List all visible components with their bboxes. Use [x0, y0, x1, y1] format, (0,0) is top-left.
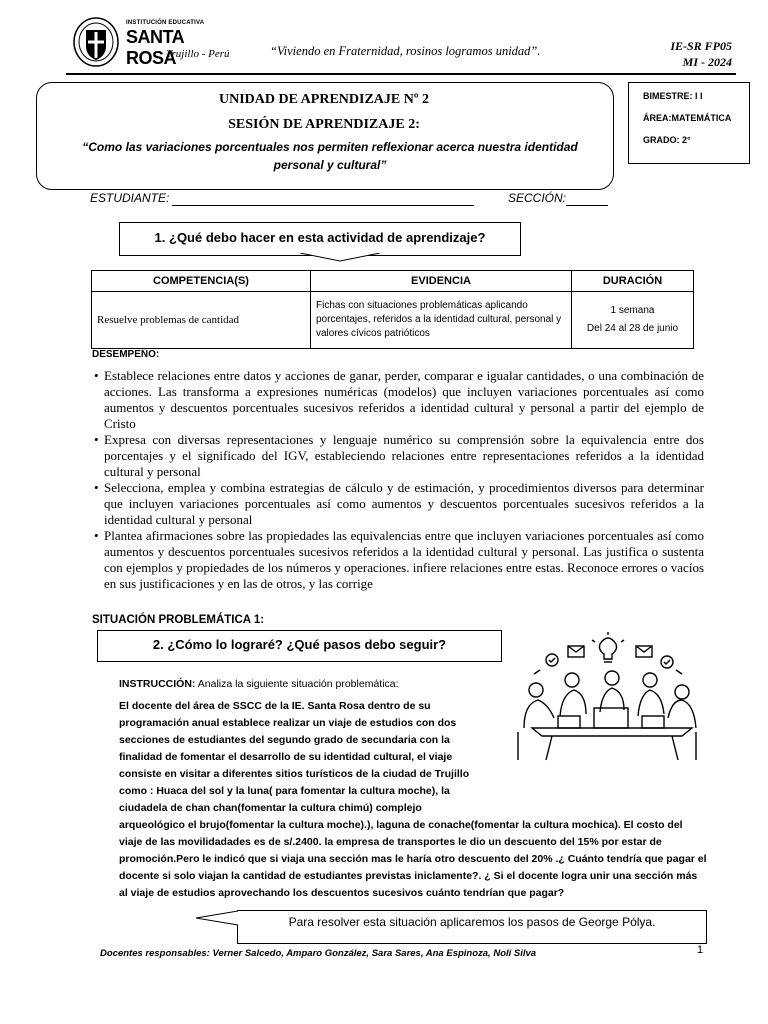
question-2-box — [97, 630, 502, 662]
polya-text: Para resolver esta situación aplicaremos los pasos de George Pólya. — [288, 915, 656, 929]
school-shield-icon — [72, 16, 120, 68]
instruction — [119, 678, 399, 690]
bullet-icon: • — [94, 480, 99, 495]
table-header-row — [92, 271, 694, 292]
list-item-text: Selecciona, emplea y combina estrategias de cálculo y de estimación, y procedimientos diversos para determinar que incluyen variaciones porcentuales así como aumentos y descuentos porcentuales sucesivos referidos a la identidad cultural y personal — [104, 480, 704, 527]
question-1-text: 1. ¿Qué debo hacer en esta actividad de aprendizaje? — [154, 230, 486, 245]
school-logo — [70, 14, 230, 74]
header-divider — [66, 73, 736, 75]
competence-table — [91, 270, 694, 349]
code-line-1: IE-SR FP05 — [670, 39, 732, 53]
situation-title: SITUACIÓN PROBLEMÁTICA 1: — [92, 614, 265, 626]
header-evidencia: EVIDENCIA — [311, 271, 572, 292]
duracion-weeks: 1 semana — [610, 305, 655, 316]
polya-pointer-icon — [196, 910, 238, 926]
student-label: ESTUDIANTE: — [90, 191, 170, 205]
list-item-text: Plantea afirmaciones sobre las propiedades las equivalencias entre que incluyen variaciones porcentuales así como aumentos y descuentos porcentuales sucesivos referidos a la identidad cultural y personal. Las justifica o sustenta con ejemplos y propiedades de los números y operaciones. infiere relaciones entre estas. Reconoce errores o vacíos en sus justificaciones y en las de otros, y las corrige — [104, 528, 704, 591]
question-1-pointer-icon — [300, 253, 380, 263]
area-label: ÁREA:MATEMÁTICA — [643, 113, 732, 123]
question-1-box — [119, 222, 521, 256]
list-item — [96, 432, 704, 480]
document-code — [620, 38, 732, 70]
section-field[interactable] — [566, 205, 608, 206]
desempeno-label: DESEMPEÑO: — [92, 349, 160, 360]
cell-evidencia: Fichas con situaciones problemáticas aplicando porcentajes, referidos a la identidad cultural, personal y valores cívicos patrióticos — [311, 292, 572, 349]
header-duracion: DURACIÓN — [572, 271, 694, 292]
cell-competencia: Resuelve problemas de cantidad — [92, 292, 311, 349]
school-city: Trujillo - Perú — [166, 48, 230, 60]
bullet-icon: • — [94, 368, 99, 383]
question-2-text: 2. ¿Cómo lo lograré? ¿Qué pasos debo seguir? — [152, 637, 447, 652]
table-row — [92, 292, 694, 349]
problem-statement — [119, 698, 707, 902]
code-line-2: MI - 2024 — [682, 55, 732, 69]
footer-teachers: Docentes responsables: Verner Salcedo, Amparo González, Sara Sares, Ana Espinoza, Noli Silva — [100, 948, 537, 959]
student-name-field[interactable] — [172, 205, 474, 206]
problem-part-1: El docente del área de SSCC de la IE. Santa Rosa dentro de su programación anual establece realizar un viaje de estudios con dos secciones de estudiantes del segundo grado de secundaria con la finalidad de fomentar el desarrollo de su identidad cultural, el viaje consiste en visitar a diferentes sitios turísticos de la ciudad de Trujillo como : Huaca del sol y la luna( para fomentar la cultura moche), la ciudadela de chan chan(fomentar la cultura chimú) complejo — [119, 700, 470, 814]
duracion-dates: Del 24 al 28 de junio — [586, 323, 679, 334]
unit-title: UNIDAD DE APRENDIZAJE Nº 2 — [219, 92, 429, 107]
bullet-icon: • — [94, 432, 99, 447]
desempeno-list — [96, 368, 704, 592]
instruction-text: Analiza la siguiente situación problemática: — [195, 678, 399, 690]
list-item — [96, 528, 704, 592]
list-item-text: Establece relaciones entre datos y acciones de ganar, perder, comparar e igualar cantidades, o una combinación de acciones. Las transforma a expresiones numéricas (modelos) que incluyen variaciones porcentuales así como aumentos y descuentos porcentuales sucesivos referidos a identidad cultural y personal a partir del ejemplo de Cristo — [104, 368, 704, 431]
school-name: SANTA ROSA — [126, 27, 184, 68]
cell-duracion — [572, 292, 694, 349]
instruction-label: INSTRUCCIÓN: — [119, 678, 196, 690]
school-label: INSTITUCIÓN EDUCATIVA — [126, 20, 205, 26]
session-title: SESIÓN DE APRENDIZAJE 2: — [228, 117, 420, 132]
list-item — [96, 480, 704, 528]
list-item — [96, 368, 704, 432]
school-motto: “Viviendo en Fraternidad, rosinos logramos unidad”. — [270, 44, 541, 58]
problem-part-2: arqueológico el brujo(fomentar la cultura moche).), laguna de conache(fomentar la cultura mochica). El costo del viaje de las movilidadades es de s/.2400. la empresa de transportes le dio un descuento del 15% por estar de promoción.Pero le indicó que si viaja una sección mas le haría otro descuento del 20% .¿ Cuánto tendría que pagar el docente si solo viajan la cantidad de estudiantes previstas iniclamente?. ¿ Si el docente logra unir una sección más al viaje de estudios aprovechando los descuentos sucesivos cuánto tendrían que pagar? — [119, 819, 707, 899]
bullet-icon: • — [94, 528, 99, 543]
header-competencia: COMPETENCIA(S) — [92, 271, 311, 292]
bimestre-label: BIMESTRE: I I — [643, 91, 703, 101]
polya-box — [237, 910, 707, 944]
section-label: SECCIÓN: — [508, 191, 567, 205]
grado-label: GRADO: 2° — [643, 135, 691, 145]
page-number: 1 — [697, 944, 704, 956]
session-description: “Como las variaciones porcentuales nos permiten reflexionar acerca nuestra identidad personal y cultural” — [82, 140, 578, 172]
list-item-text: Expresa con diversas representaciones y lenguaje numérico su comprensión sobre la equivalencia entre dos porcentajes y el significado del IGV, estableciendo relaciones entre representaciones referidos a la identidad cultural y personal — [104, 432, 704, 479]
info-box — [628, 82, 750, 164]
